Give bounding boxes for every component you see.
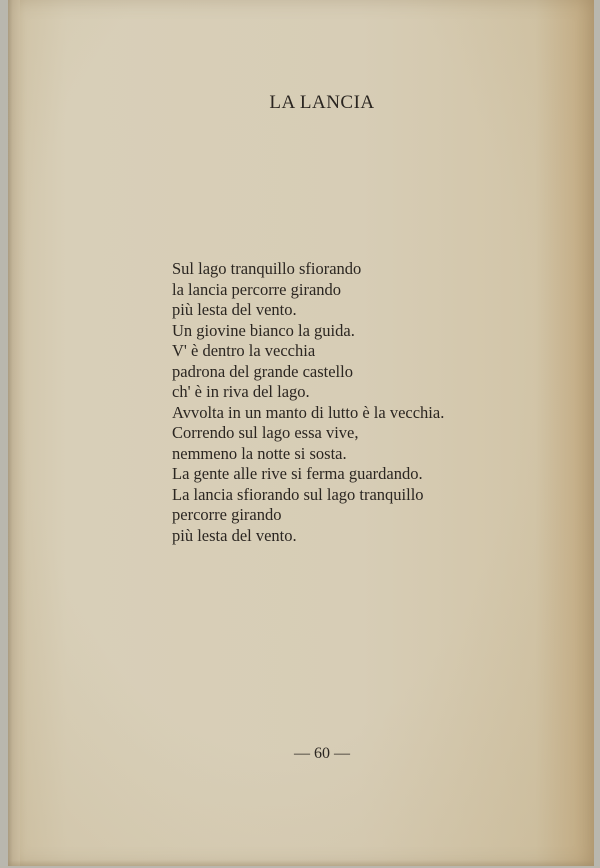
page-number: — 60 — [294, 745, 350, 762]
poem-line: più lesta del vento. [172, 300, 297, 319]
poem-body [172, 259, 444, 546]
poem-line: padrona del grande castello [172, 361, 353, 381]
poem-line: V' è dentro la vecchia [172, 341, 316, 360]
poem-line: La gente alle rive si ferma guardando. [172, 464, 423, 483]
poem-line: Correndo sul lago essa vive, [172, 423, 359, 442]
poem-line: nemmeno la notte si sosta. [172, 443, 347, 463]
poem-line: La lancia sfiorando sul lago tranquillo [172, 484, 424, 504]
poem-title: LA LANCIA [269, 92, 375, 113]
poem-line: ch' è in riva del lago. [172, 382, 310, 401]
poem-line: più lesta del vento. [172, 525, 297, 545]
poem-line: percorre girando [172, 505, 282, 524]
page-binding-edge [8, 0, 20, 866]
poem-line: Avvolta in un manto di lutto è la vecchia. [172, 402, 445, 422]
book-page [8, 0, 594, 866]
poem-line: Un giovine bianco la guida. [172, 320, 355, 340]
poem-line: la lancia percorre girando [172, 279, 342, 299]
poem-line: Sul lago tranquillo sfiorando [172, 259, 362, 278]
page-bottom-edge [8, 860, 594, 866]
